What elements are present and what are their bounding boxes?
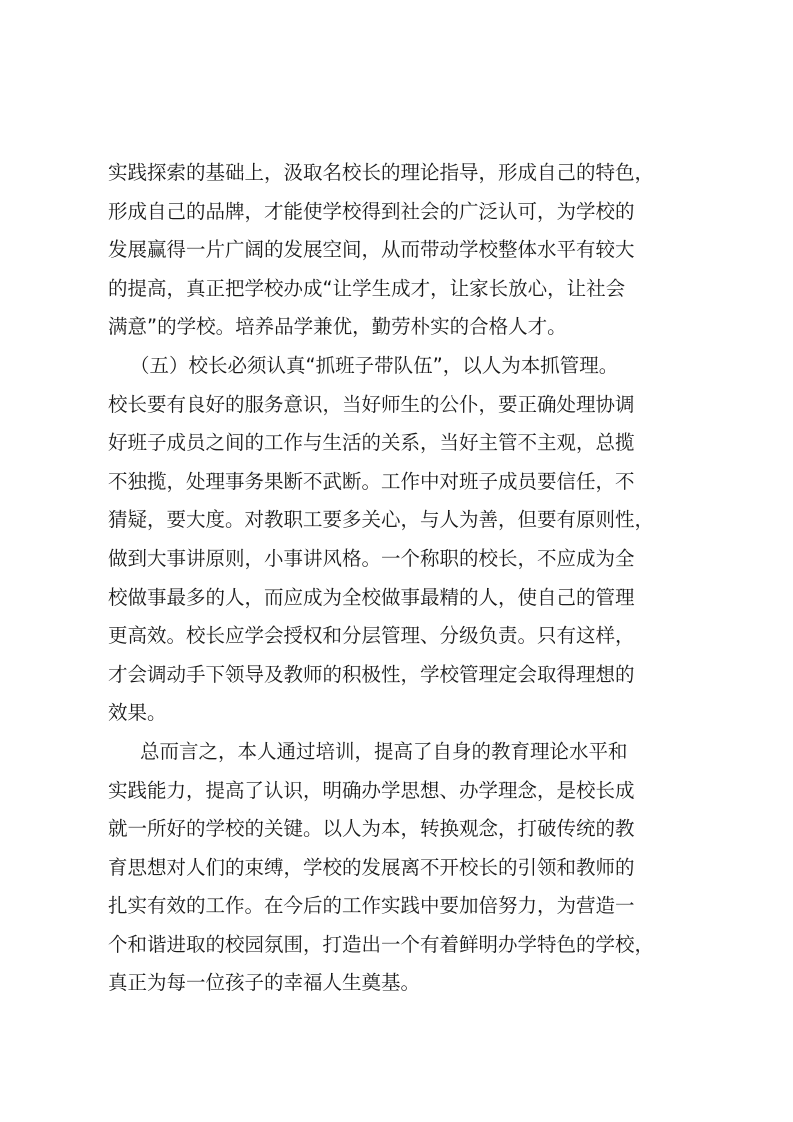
text-line: 的提高，真正把学校办成“让学生成才，让家长放心，让社会 (108, 276, 626, 300)
text-line: 效果。 (108, 701, 167, 725)
text-line: 好班子成员之间的工作与生活的关系，当好主管不主观，总揽 (108, 431, 635, 455)
paragraph-3 (108, 733, 688, 1003)
text-line: 猜疑，要大度。对教职工要多关心，与人为善，但要有原则性， (108, 508, 655, 532)
text-line: （五）校长必须认真“抓班子带队伍”，以人为本抓管理。 (130, 353, 619, 377)
text-line: 才会调动手下领导及教师的积极性，学校管理定会取得理想的 (108, 662, 635, 686)
text-line: 校长要有良好的服务意识，当好师生的公仆，要正确处理协调 (108, 392, 635, 416)
text-line: 不独揽，处理事务果断不武断。工作中对班子成员要信任，不 (108, 469, 635, 493)
text-line: 形成自己的品牌，才能使学校得到社会的广泛认可，为学校的 (108, 199, 635, 223)
text-line: 真正为每一位孩子的幸福人生奠基。 (108, 971, 421, 995)
text-line: 发展赢得一片广阔的发展空间，从而带动学校整体水平有较大 (108, 238, 635, 262)
text-line: 个和谐进取的校园氛围，打造出一个有着鲜明办学特色的学校， (108, 932, 655, 956)
text-line: 总而言之，本人通过培训，提高了自身的教育理论水平和 (140, 739, 628, 763)
text-line: 做到大事讲原则，小事讲风格。一个称职的校长，不应成为全 (108, 546, 635, 570)
text-line: 更高效。校长应学会授权和分层管理、分级负责。只有这样， (108, 624, 635, 648)
text-line: 扎实有效的工作。在今后的工作实践中要加倍努力，为营造一 (108, 894, 635, 918)
paragraph-1 (108, 154, 688, 347)
text-line: 满意”的学校。培养品学兼优，勤劳朴实的合格人才。 (108, 315, 567, 339)
paragraph-2 (108, 347, 688, 733)
text-line: 育思想对人们的束缚，学校的发展离不开校长的引领和教师的 (108, 855, 635, 879)
text-line: 校做事最多的人，而应成为全校做事最精的人，使自己的管理 (108, 585, 635, 609)
document-body (108, 154, 688, 1003)
text-line: 实践探索的基础上，汲取名校长的理论指导，形成自己的特色， (108, 161, 655, 184)
text-line: 实践能力，提高了认识，明确办学思想、办学理念，是校长成 (108, 778, 635, 802)
text-line: 就一所好的学校的关键。以人为本，转换观念，打破传统的教 (108, 817, 635, 841)
